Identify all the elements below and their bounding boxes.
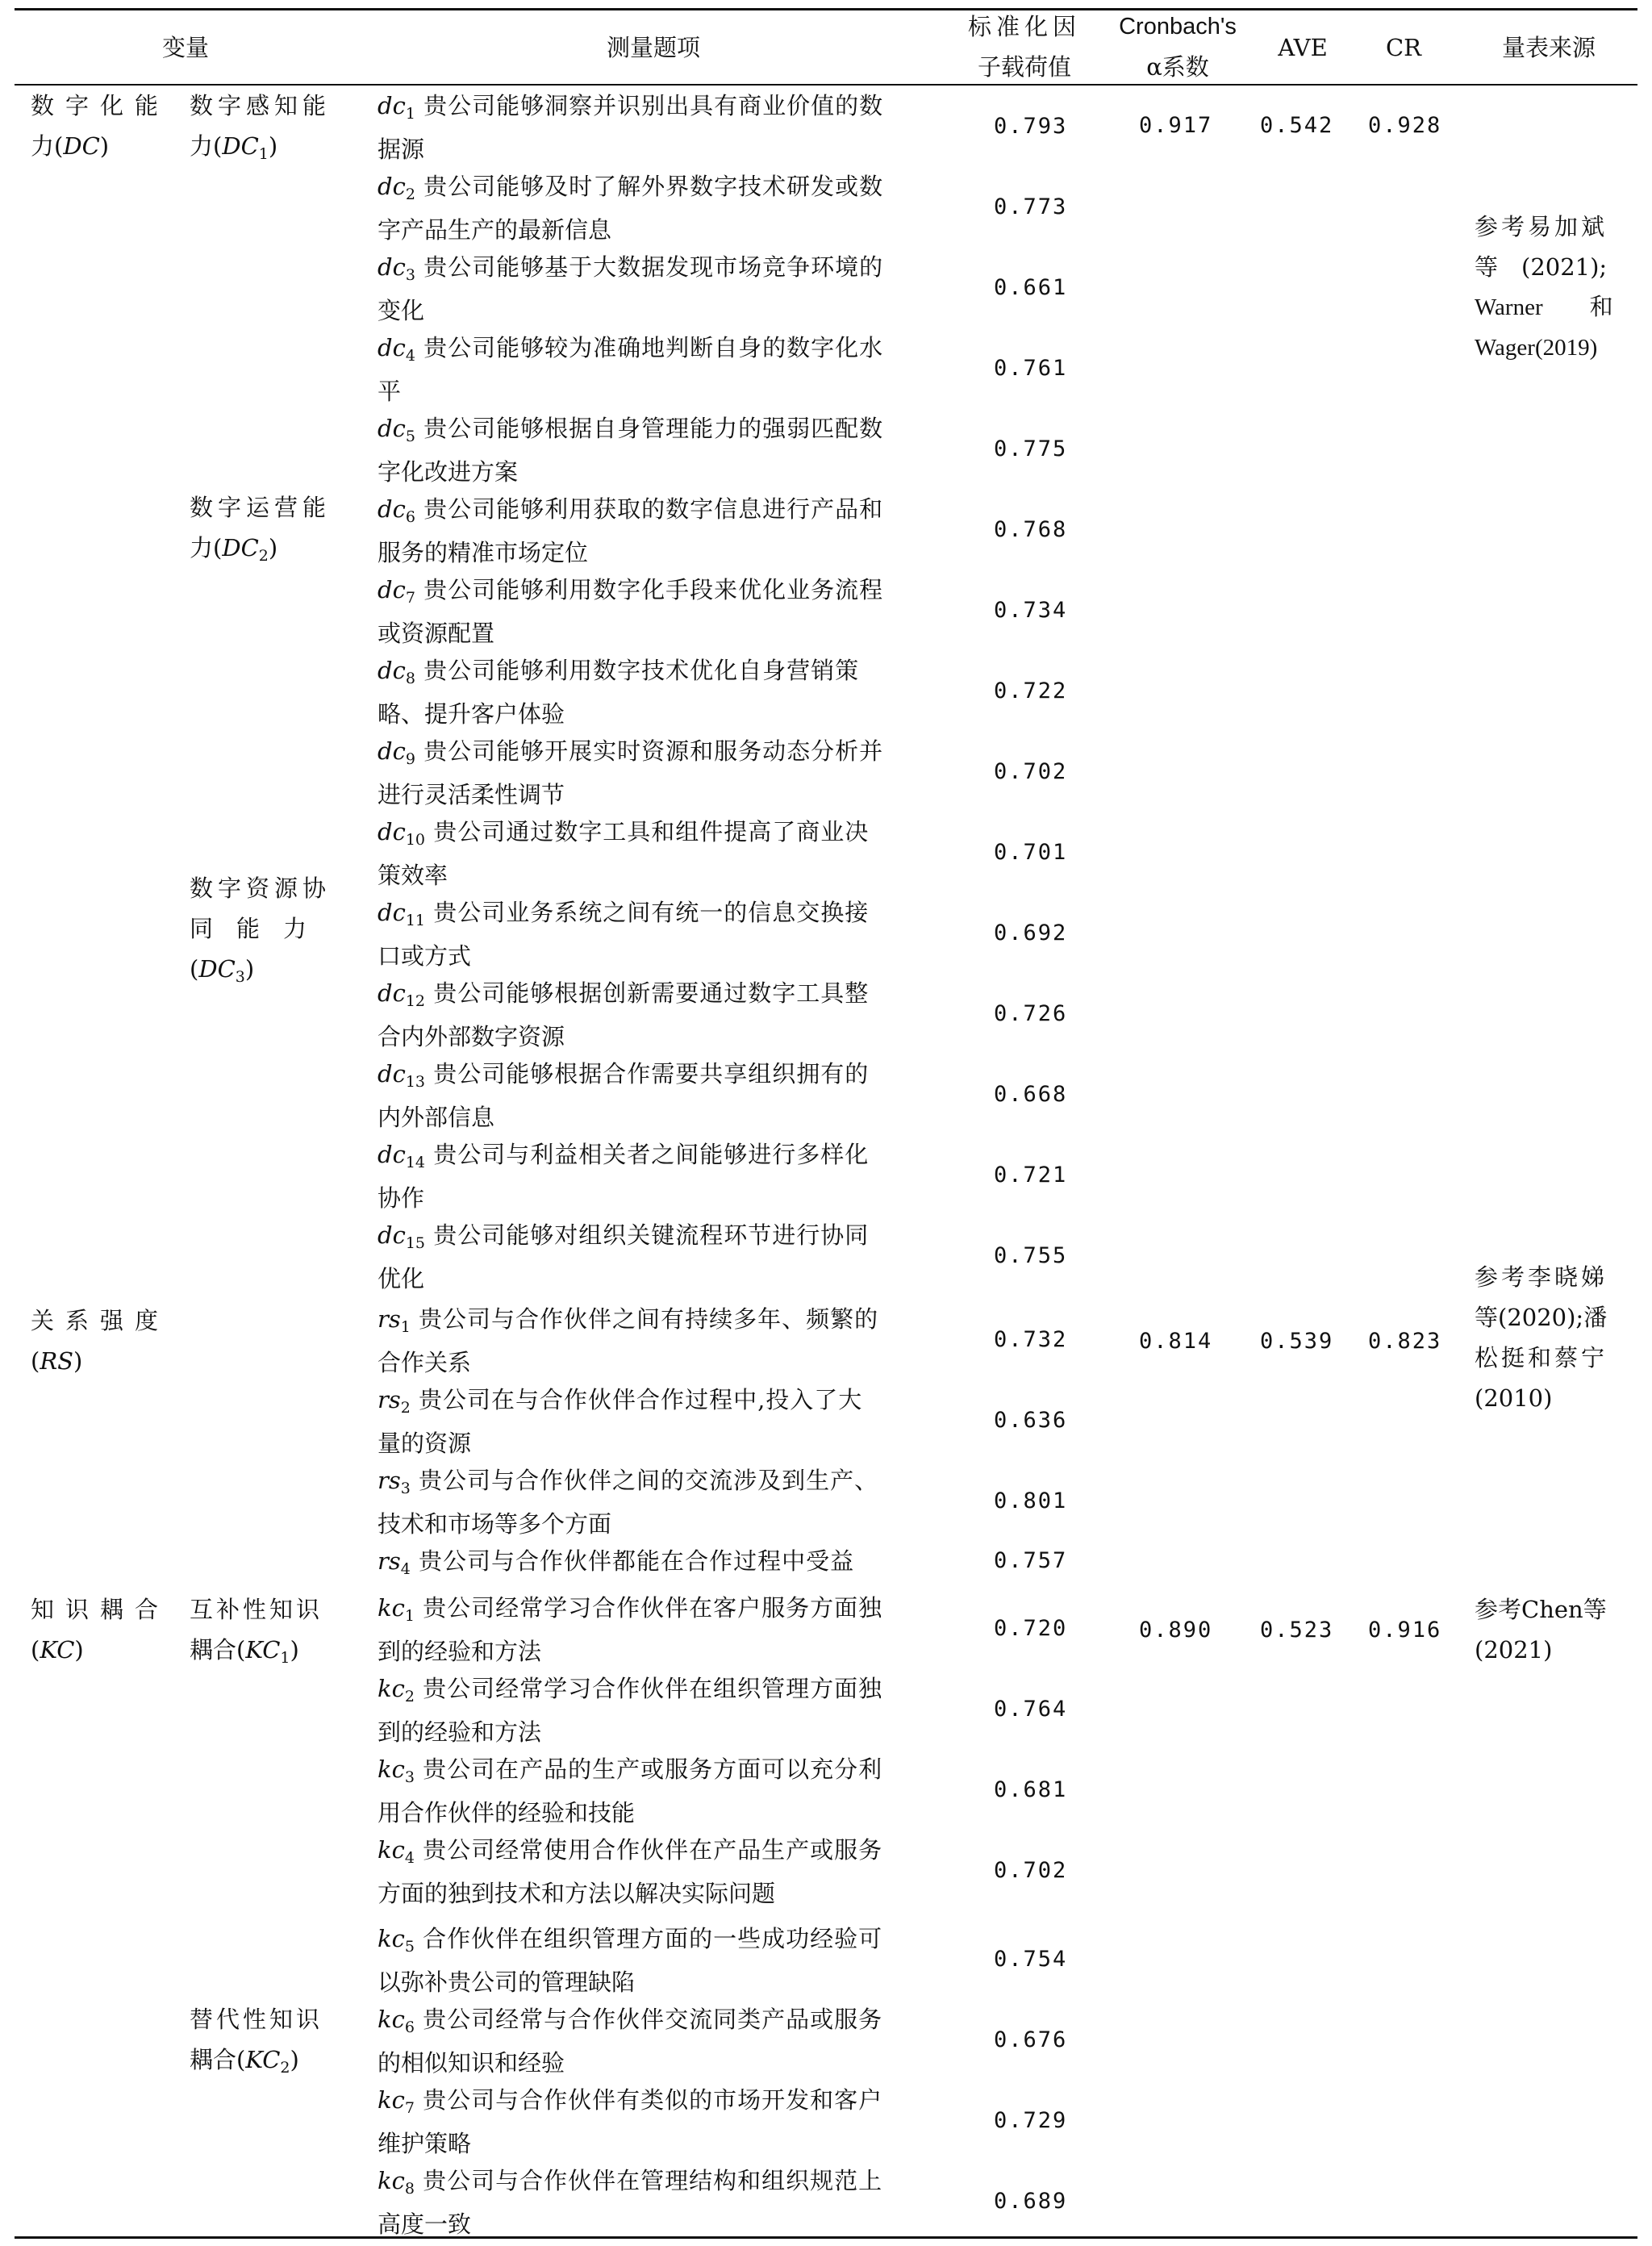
item-code: kc [378, 1675, 405, 1702]
factor-loading-value: 0.764 [994, 1697, 1068, 1722]
item-code-subscript: 8 [404, 2180, 415, 2198]
item-text: 贵公司通过数字工具和组件提高了商业决 [425, 818, 870, 845]
item-line2: 口或方式 [378, 942, 472, 970]
scale-source [1475, 1589, 1607, 1670]
item-code-subscript: 1 [404, 1607, 415, 1625]
item-code-subscript: 3 [404, 1768, 415, 1786]
item-line2: 合作关系 [378, 1349, 472, 1376]
item-text: 贵公司能够基于大数据发现市场竞争环境的 [415, 253, 884, 281]
measurement-item [378, 650, 859, 734]
variable-paren: ) [73, 1347, 83, 1375]
item-line1 [378, 1541, 854, 1584]
subvariable-line2 [190, 1630, 323, 1673]
source-line: Wager(2019) [1475, 335, 1598, 361]
item-line1 [378, 408, 883, 452]
item-code: dc [378, 1221, 406, 1249]
variable-name [31, 1300, 169, 1381]
ave-value: 0.542 [1260, 113, 1334, 138]
variable-name-line1: 知识耦合 [31, 1596, 170, 1623]
header-alpha [1105, 6, 1250, 87]
item-line1 [378, 489, 883, 532]
variable-name-line2 [31, 1341, 169, 1381]
subvariable-name [190, 86, 331, 169]
factor-loading-value: 0.726 [994, 1001, 1068, 1026]
item-code-subscript: 15 [405, 1234, 425, 1252]
item-line1 [378, 731, 883, 774]
item-line1 [378, 1380, 862, 1423]
item-code: dc [378, 415, 406, 442]
variable-name-line1: 关系强度 [31, 1307, 170, 1334]
variable-abbr: KC [40, 1636, 75, 1664]
subvariable-name [190, 487, 331, 571]
item-line2: 协作 [378, 1184, 425, 1212]
item-code: dc [378, 818, 406, 845]
factor-loading-value: 0.692 [994, 921, 1068, 946]
item-text: 贵公司能够利用数字化手段来优化业务流程 [415, 576, 884, 603]
source-line: 等(2020);潘 [1475, 1304, 1608, 1331]
item-text: 贵公司在产品的生产或服务方面可以充分利 [414, 1755, 883, 1783]
variable-paren: ) [99, 132, 110, 160]
cronbach-alpha-value: 0.890 [1139, 1618, 1213, 1643]
measurement-item [378, 570, 883, 653]
measurement-item [378, 1999, 882, 2083]
measurement-item [378, 1668, 882, 1752]
item-code: dc [378, 334, 406, 361]
item-text: 合作伙伴在组织管理方面的一些成功经验可 [414, 1925, 883, 1952]
ave-value: 0.539 [1260, 1329, 1334, 1354]
item-line1 [378, 2080, 882, 2123]
subvariable-abbr: DC [222, 534, 259, 562]
cronbach-alpha-value: 0.814 [1139, 1329, 1213, 1354]
item-code: dc [378, 1060, 406, 1088]
item-line1 [378, 2160, 882, 2204]
factor-loading-value: 0.701 [994, 840, 1068, 865]
subvariable-line2 [190, 2039, 323, 2083]
subvariable-abbr: DC [222, 132, 259, 160]
variable-name-line2 [31, 1630, 169, 1670]
factor-loading-value: 0.668 [994, 1082, 1068, 1107]
item-text: 贵公司经常与合作伙伴交流同类产品或服务 [414, 2006, 883, 2033]
item-line2: 以弥补贵公司的管理缺陷 [378, 1968, 636, 1996]
item-code: rs [378, 1467, 401, 1494]
variable-name [31, 86, 169, 166]
subvariable-line1: 互补性知识 [190, 1596, 323, 1623]
measurement-item [378, 2160, 882, 2244]
factor-loading-value: 0.734 [994, 598, 1068, 623]
subvariable-prefix: 耦合( [190, 2046, 246, 2073]
factor-loading-value: 0.761 [994, 356, 1068, 381]
source-line: (2010) [1475, 1384, 1553, 1412]
item-text: 贵公司与合作伙伴之间有持续多年、频繁的 [410, 1305, 879, 1333]
measurement-item [378, 1588, 882, 1672]
item-line2: 到的经验和方法 [378, 1718, 542, 1746]
measurement-item [378, 328, 883, 411]
subvariable-prefix: 耦合( [190, 1636, 246, 1664]
header-loading [936, 6, 1113, 87]
subvariable-abbr: KC [245, 2046, 281, 2073]
item-code-subscript: 4 [405, 347, 415, 365]
item-text: 贵公司能够根据合作需要共享组织拥有的 [425, 1060, 870, 1088]
subvariable-line1: 数字资源协 [190, 875, 332, 902]
item-line1 [378, 328, 883, 371]
item-code: kc [378, 1925, 405, 1952]
measurement-item [378, 812, 869, 895]
scale-source [1475, 1257, 1608, 1418]
subvariable-name [190, 1589, 323, 1673]
subvariable-line2: 同 能 力 [190, 915, 307, 942]
item-code: dc [378, 92, 406, 119]
factor-loading-value: 0.732 [994, 1327, 1068, 1352]
variable-name [31, 1589, 169, 1670]
source-line: 参考易加斌 [1475, 213, 1608, 240]
item-line1 [378, 1668, 882, 1712]
factor-loading-value: 0.702 [994, 1858, 1068, 1883]
item-code-subscript: 13 [405, 1073, 425, 1091]
source-line: 等 (2021); [1475, 253, 1608, 281]
measurement-item [378, 1749, 882, 1833]
item-line2: 字化改进方案 [378, 458, 519, 486]
subvariable-abbr: KC [245, 1636, 281, 1664]
item-line1 [378, 166, 883, 210]
item-line1 [378, 1215, 869, 1259]
factor-loading-value: 0.722 [994, 678, 1068, 703]
cr-value: 0.823 [1368, 1329, 1442, 1354]
factor-loading-value: 0.661 [994, 275, 1068, 300]
source-line: 参考李晓娣 [1475, 1263, 1608, 1291]
measurement-item [378, 1830, 882, 1914]
item-text: 贵公司业务系统之间有统一的信息交换接 [425, 899, 870, 926]
item-text: 贵公司与合作伙伴之间的交流涉及到生产、 [410, 1467, 879, 1494]
header-source: 量表来源 [1501, 34, 1596, 61]
item-text: 贵公司能够根据自身管理能力的强弱匹配数 [415, 415, 884, 442]
subvariable-subscript: 1 [280, 1649, 290, 1667]
measurement-item [378, 1918, 882, 2002]
subvariable-subscript: 1 [258, 145, 269, 163]
item-line2: 服务的精准市场定位 [378, 539, 589, 566]
header-item: 测量题项 [606, 34, 700, 61]
item-text: 贵公司能够利用获取的数字信息进行产品和 [415, 495, 884, 523]
item-code-subscript: 14 [405, 1154, 425, 1171]
item-line2: 量的资源 [378, 1430, 472, 1457]
measurement-item [378, 489, 883, 573]
source-line: (2021) [1475, 1636, 1553, 1664]
item-line1 [378, 86, 883, 129]
factor-loading-value: 0.681 [994, 1777, 1068, 1802]
measurement-item [378, 166, 883, 250]
item-text: 贵公司能够开展实时资源和服务动态分析并 [415, 737, 884, 765]
subvariable-subscript: 3 [235, 968, 245, 986]
item-line2: 字产品生产的最新信息 [378, 216, 612, 244]
item-line2: 到的经验和方法 [378, 1638, 542, 1665]
cronbach-alpha-value: 0.917 [1139, 113, 1213, 138]
measurement-item [378, 1215, 869, 1299]
item-line1 [378, 1830, 882, 1873]
item-code-subscript: 2 [400, 1399, 411, 1417]
factor-loading-value: 0.689 [994, 2189, 1068, 2214]
header-alpha-line1: Cronbach's [1119, 14, 1237, 40]
item-line2: 据源 [378, 136, 425, 163]
item-code-subscript: 7 [404, 2099, 415, 2117]
item-code-subscript: 3 [405, 266, 415, 284]
item-line1 [378, 1918, 882, 1962]
item-code: dc [378, 1141, 406, 1168]
header-alpha-line2: α系数 [1146, 53, 1209, 81]
item-code-subscript: 2 [404, 1688, 415, 1705]
factor-loading-value: 0.773 [994, 194, 1068, 219]
item-code-subscript: 6 [405, 508, 415, 526]
item-code: kc [378, 2006, 405, 2033]
header-loading-line1: 标准化因 [967, 13, 1081, 40]
item-code: dc [378, 979, 406, 1007]
cr-value: 0.928 [1368, 113, 1442, 138]
item-text: 贵公司经常学习合作伙伴在组织管理方面独 [414, 1675, 883, 1702]
item-text: 贵公司能够根据创新需要通过数字工具整 [425, 979, 870, 1007]
item-line1 [378, 1054, 869, 1097]
item-text: 贵公司与合作伙伴都能在合作过程中受益 [410, 1547, 855, 1575]
header-ave: AVE [1278, 34, 1328, 61]
variable-name-line2 [31, 126, 169, 166]
item-code-subscript: 2 [405, 186, 415, 203]
item-code-subscript: 8 [405, 670, 415, 687]
subvariable-suffix: ) [290, 1636, 299, 1664]
item-code: rs [378, 1305, 401, 1333]
item-line2: 略、提升客户体验 [378, 700, 565, 728]
factor-loading-value: 0.801 [994, 1488, 1068, 1513]
item-code-subscript: 10 [405, 831, 425, 849]
item-line1 [378, 892, 869, 936]
scale-source [1475, 207, 1613, 368]
measurement-item [378, 731, 883, 815]
item-text: 贵公司能够及时了解外界数字技术研发或数 [415, 173, 884, 200]
item-line1 [378, 1999, 882, 2043]
top-rule [15, 8, 1637, 10]
factor-loading-value: 0.676 [994, 2027, 1068, 2052]
item-code-subscript: 4 [400, 1560, 411, 1578]
item-code-subscript: 1 [400, 1318, 411, 1336]
item-text: 贵公司能够较为准确地判断自身的数字化水 [415, 334, 884, 361]
subvariable-name [190, 1999, 323, 2083]
measurement-item [378, 1054, 869, 1138]
item-line2: 或资源配置 [378, 620, 495, 647]
factor-loading-value: 0.702 [994, 759, 1068, 784]
factor-loading-value: 0.729 [994, 2108, 1068, 2133]
measurement-item [378, 1460, 878, 1544]
subvariable-line2 [190, 528, 331, 571]
measurement-item [378, 247, 883, 331]
header-cr: CR [1385, 34, 1422, 61]
item-code-subscript: 5 [404, 1938, 415, 1956]
subvariable-subscript: 2 [258, 547, 269, 565]
factor-loading-value: 0.768 [994, 517, 1068, 542]
source-line: 松挺和蔡宁 [1475, 1344, 1608, 1371]
header-loading-line2: 子载荷值 [977, 53, 1071, 81]
item-line1 [378, 570, 883, 613]
item-text: 贵公司经常使用合作伙伴在产品生产或服务 [414, 1836, 883, 1864]
item-line1 [378, 650, 859, 694]
measurement-item [378, 86, 883, 169]
variable-paren: ) [74, 1636, 84, 1664]
factor-loading-value: 0.720 [994, 1616, 1068, 1641]
item-code: kc [378, 2167, 405, 2194]
item-line2: 策效率 [378, 862, 448, 889]
subvariable-line1: 替代性知识 [190, 2006, 323, 2033]
measurement-item [378, 408, 883, 492]
subvariable-prefix: 力( [190, 132, 223, 160]
item-code: rs [378, 1386, 401, 1413]
item-line1 [378, 1460, 878, 1504]
item-line1 [378, 812, 869, 855]
item-code-subscript: 1 [405, 105, 415, 123]
subvariable-line3 [190, 949, 331, 992]
factor-loading-value: 0.721 [994, 1163, 1068, 1188]
item-line1 [378, 1749, 882, 1793]
factor-loading-value: 0.636 [994, 1408, 1068, 1433]
ave-value: 0.523 [1260, 1618, 1334, 1643]
subvariable-line1: 数字感知能 [190, 92, 332, 119]
item-line1 [378, 1588, 882, 1631]
item-code: dc [378, 899, 406, 926]
factor-loading-value: 0.757 [994, 1548, 1068, 1573]
header-variable: 变量 [161, 34, 209, 61]
item-code-subscript: 7 [405, 589, 415, 607]
variable-paren: ( [31, 1636, 40, 1664]
subvariable-prefix: ( [190, 955, 199, 983]
measurement-item [378, 2080, 882, 2164]
variable-abbr: DC [63, 132, 100, 160]
item-code: dc [378, 173, 406, 200]
item-code-subscript: 3 [400, 1480, 411, 1497]
subvariable-prefix: 力( [190, 534, 223, 562]
subvariable-suffix: ) [290, 2046, 299, 2073]
item-text: 贵公司与合作伙伴在管理结构和组织规范上 [414, 2167, 883, 2194]
item-code-subscript: 11 [405, 912, 425, 929]
variable-abbr: RS [40, 1347, 74, 1375]
item-code: rs [378, 1547, 401, 1575]
item-text: 贵公司经常学习合作伙伴在客户服务方面独 [414, 1594, 883, 1622]
item-code: dc [378, 657, 406, 684]
item-code-subscript: 4 [404, 1849, 415, 1867]
item-text: 贵公司与合作伙伴有类似的市场开发和客户 [414, 2086, 883, 2114]
item-line2: 维护策略 [378, 2130, 472, 2157]
item-code: kc [378, 1755, 405, 1783]
measurement-item [378, 973, 869, 1057]
item-text: 贵公司能够对组织关键流程环节进行协同 [425, 1221, 870, 1249]
item-code: dc [378, 576, 406, 603]
measurement-item [378, 1134, 869, 1218]
item-code: dc [378, 495, 406, 523]
measurement-item [378, 1299, 878, 1383]
variable-paren: ( [31, 1347, 40, 1375]
item-code: kc [378, 1594, 405, 1622]
item-text: 贵公司能够洞察并识别出具有商业价值的数 [415, 92, 884, 119]
subvariable-subscript: 2 [280, 2059, 290, 2077]
item-line2: 内外部信息 [378, 1104, 495, 1131]
cr-value: 0.916 [1368, 1618, 1442, 1643]
item-line2: 方面的独到技术和方法以解决实际问题 [378, 1880, 776, 1907]
item-line2: 变化 [378, 297, 425, 324]
item-line1 [378, 1299, 878, 1342]
subvariable-abbr: DC [198, 955, 236, 983]
subvariable-suffix: ) [268, 132, 278, 160]
source-line: 参考Chen等 [1475, 1596, 1607, 1623]
item-code-subscript: 5 [405, 428, 415, 445]
item-text: 贵公司在与合作伙伴合作过程中,投入了大 [410, 1386, 863, 1413]
factor-loading-value: 0.755 [994, 1243, 1068, 1268]
item-line2: 优化 [378, 1265, 425, 1292]
item-code: kc [378, 1836, 405, 1864]
item-code: dc [378, 253, 406, 281]
measurement-item [378, 892, 869, 976]
item-code-subscript: 6 [404, 2018, 415, 2036]
item-line2: 的相似知识和经验 [378, 2049, 565, 2077]
factor-loading-value: 0.793 [994, 114, 1068, 139]
subvariable-name [190, 868, 331, 992]
item-line1 [378, 247, 883, 290]
factor-loading-value: 0.754 [994, 1947, 1068, 1972]
measurement-item [378, 1380, 862, 1463]
subvariable-line2 [190, 126, 331, 169]
item-line2: 进行灵活柔性调节 [378, 781, 565, 808]
source-line: Warner 和 [1475, 294, 1613, 320]
item-line2: 高度一致 [378, 2211, 472, 2238]
item-line2: 合内外部数字资源 [378, 1023, 565, 1050]
item-text: 贵公司与利益相关者之间能够进行多样化 [425, 1141, 870, 1168]
subvariable-suffix: ) [244, 955, 255, 983]
item-code-subscript: 12 [405, 992, 425, 1010]
item-line2: 用合作伙伴的经验和技能 [378, 1799, 636, 1826]
subvariable-line1: 数字运营能 [190, 494, 332, 521]
item-line1 [378, 973, 869, 1017]
variable-paren: 力( [31, 132, 64, 160]
measurement-item [378, 1541, 854, 1584]
item-code: kc [378, 2086, 405, 2114]
item-code: dc [378, 737, 406, 765]
item-line2: 技术和市场等多个方面 [378, 1510, 612, 1538]
item-line1 [378, 1134, 869, 1178]
subvariable-suffix: ) [268, 534, 278, 562]
variable-name-line1: 数字化能 [31, 92, 170, 119]
item-line2: 平 [378, 378, 402, 405]
item-code-subscript: 9 [405, 750, 415, 768]
item-text: 贵公司能够利用数字技术优化自身营销策 [415, 657, 860, 684]
factor-loading-value: 0.775 [994, 436, 1068, 461]
